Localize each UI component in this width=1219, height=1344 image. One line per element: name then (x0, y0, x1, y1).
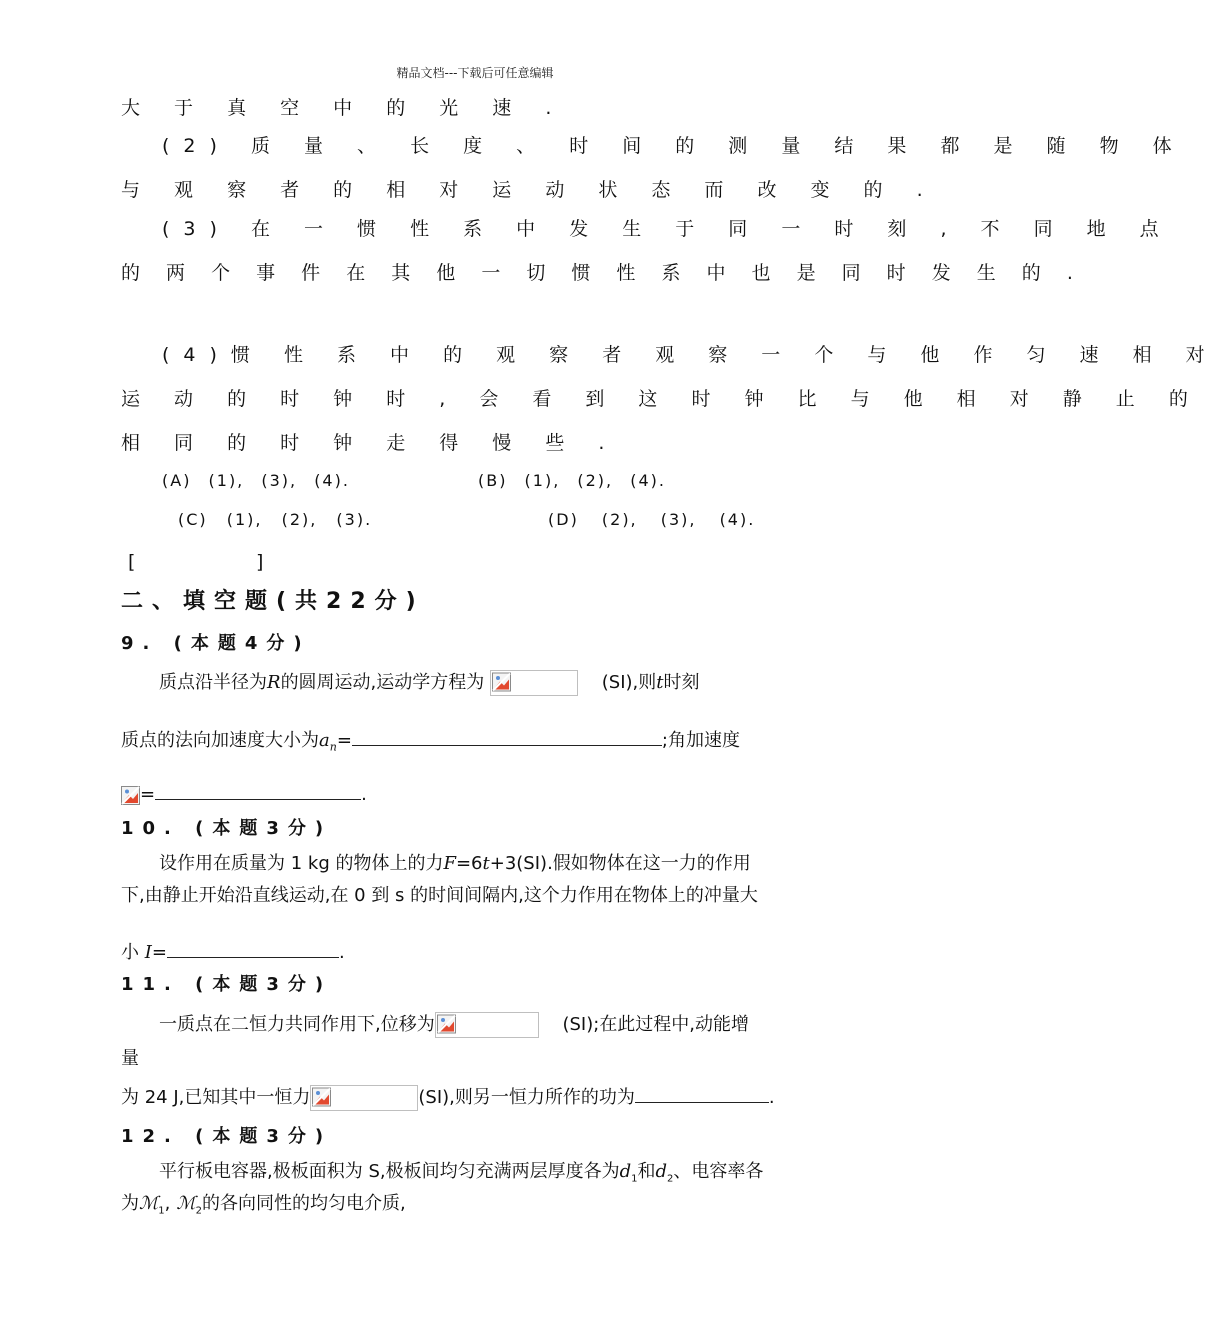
question-9-line-2: 质点的法向加速度大小为$a_n=$ ;角加速度 (121, 727, 740, 760)
statement-4-line-1: (4)惯 性 系 中 的 观 察 者 观 察 一 个 与 他 作 匀 速 相 对 (162, 344, 1219, 366)
option-b: (B) (1), (2), (4). (478, 471, 666, 490)
question-10-heading: 10. (本题3分) (121, 818, 333, 839)
question-10-line-3: 小 I= . (121, 939, 345, 965)
broken-image-icon (437, 1014, 456, 1034)
statement-4-line-2: 运 动 的 时 钟 时 , 会 看 到 这 时 钟 比 与 他 相 对 静 止 的 (121, 388, 1202, 410)
question-9-heading: 9. (本题4分) (121, 633, 311, 654)
question-10-line-1: 设作用在质量为 1 kg 的物体上的力F=6t+3(SI).假如物体在这一力的作用 (159, 853, 751, 874)
question-12-line-2: 为ℳ$_1$, ℳ$_2$的各向同性的均匀电介质, (121, 1193, 406, 1217)
statement-4-line-3: 相 同 的 时 钟 走 得 慢 些 . (121, 432, 619, 454)
question-12-line-1: 平行板电容器,极板面积为 S,极板间均匀充满两层厚度各为$d_1$和$d_2$、电容率各 (159, 1161, 764, 1185)
formula-image-placeholder (435, 1012, 539, 1038)
option-d: (D) (2), (3), (4). (548, 510, 756, 529)
question-11-heading: 11. (本题3分) (121, 974, 333, 995)
question-9-line-1: 质点沿半径为R的圆周运动,运动学方程为 (SI),则t时刻 (159, 670, 700, 696)
answer-blank[interactable] (155, 781, 361, 800)
statement-3-line-1: (3) 在 一 惯 性 系 中 发 生 于 同 一 时 刻 , 不 同 地 点 (162, 218, 1173, 240)
answer-blank[interactable] (352, 727, 662, 746)
question-9-line-3: = . (121, 781, 367, 807)
question-10-line-2: 下,由静止开始沿直线运动,在 0 到 s 的时间间隔内,这个力作用在物体上的冲量大 (121, 885, 758, 906)
answer-blank[interactable] (167, 939, 339, 958)
question-11-line-2: 量 (121, 1048, 139, 1069)
formula-image-placeholder (490, 670, 578, 696)
answer-blank[interactable] (635, 1084, 769, 1103)
question-12-heading: 12. (本题3分) (121, 1126, 333, 1147)
answer-bracket-close: ] (256, 551, 264, 573)
section-title: 二、填空题(共22分) (121, 589, 425, 614)
option-a: (A) (1), (3), (4). (162, 471, 350, 490)
question-11-line-1: 一质点在二恒力共同作用下,位移为 (SI);在此过程中,动能增 (159, 1012, 749, 1038)
broken-image-icon (121, 786, 140, 805)
text-line: 大 于 真 空 中 的 光 速 . (121, 97, 566, 119)
statement-3-line-2: 的 两 个 事 件 在 其 他 一 切 惯 性 系 中 也 是 同 时 发 生 的 . (121, 262, 1083, 284)
statement-2-line-2: 与 观 察 者 的 相 对 运 动 状 态 而 改 变 的 . (121, 179, 937, 201)
page-header: 精品文档---下载后可任意编辑 (396, 66, 554, 80)
answer-bracket-open: [ (128, 551, 136, 573)
broken-image-icon (312, 1087, 331, 1107)
broken-image-icon (492, 672, 511, 692)
question-11-line-3: 为 24 J,已知其中一恒力 (SI),则另一恒力所作的功为 . (121, 1084, 775, 1111)
statement-2-line-1: (2) 质 量 、 长 度 、 时 间 的 测 量 结 果 都 是 随 物 体 (162, 135, 1186, 157)
option-c: (C) (1), (2), (3). (178, 510, 373, 529)
formula-image-placeholder (310, 1085, 418, 1111)
